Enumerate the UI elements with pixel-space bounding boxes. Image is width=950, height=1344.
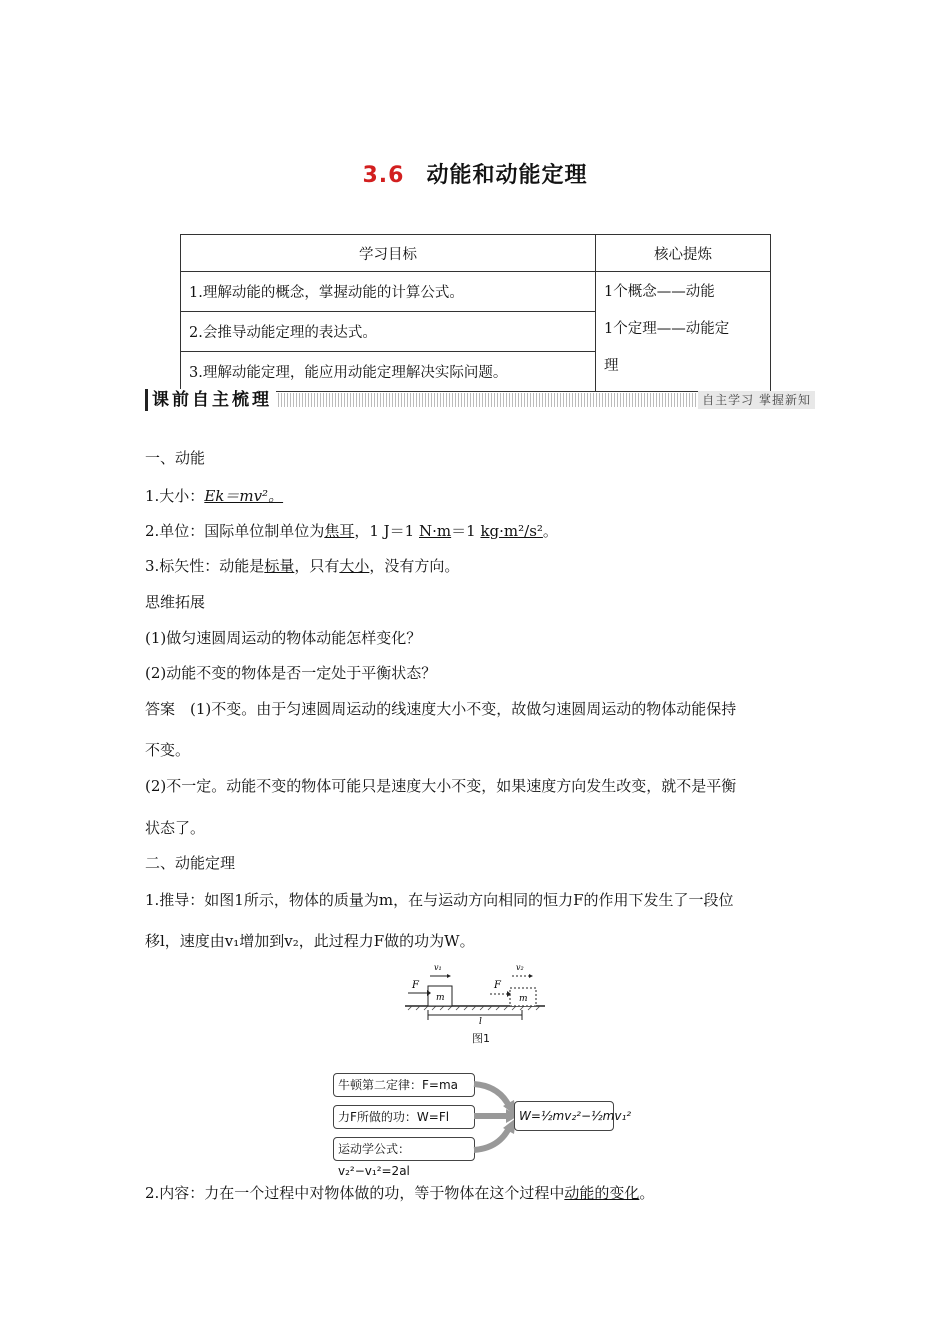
size-formula: Ek＝mv²。 [204,487,284,505]
figure-caption: 图1 [472,1032,490,1045]
unit-nm: N·m [419,522,452,540]
section1-heading: 一、动能 [145,449,206,467]
scalar-mid: ，只有 [294,557,340,575]
objective-row: 2.会推导动能定理的表达式。 [181,312,596,352]
unit-label: 2.单位：国际单位制单位为 [145,522,325,540]
answer-1a: 答案 (1)不变。由于匀速圆周运动的线速度大小不变，故做匀速圆周运动的物体动能保持 [145,700,737,718]
banner-title: 课前自主梳理 [145,389,276,411]
work-box: 力F所做的功：W=Fl [333,1105,475,1129]
objectives-table [180,234,771,392]
unit-joule: 焦耳 [324,522,355,540]
label-F2: F [494,980,501,991]
core-header: 核心提炼 [596,235,771,272]
figure-1-diagram [400,958,550,1028]
flow-arrows [472,1070,520,1165]
label-l: l [479,1017,482,1027]
objective-row: 1.理解动能的概念，掌握动能的计算公式。 [181,272,596,312]
label-m1: m [436,993,445,1003]
result-box: W=½mv₂²−½mv₁² [514,1101,614,1131]
content-answer: 动能的变化 [564,1184,640,1202]
answer-2a: (2)不一定。动能不变的物体可能只是速度大小不变，如果速度方向发生改变，就不是平衡 [145,777,737,795]
unit-eq: ＝1 [451,522,476,540]
answer-1b: 不变。 [145,741,191,759]
core-line: 理 [604,358,619,374]
size-line [145,485,283,506]
scalar-label: 3.标矢性：动能是 [145,557,265,575]
core-line: 1个概念——动能 [604,284,715,300]
arrow-bottom [474,1126,510,1150]
answer-2b: 状态了。 [145,819,206,837]
derivation-b: 移l，速度由v₁增加到v₂，此过程力F做的功为W。 [145,932,475,950]
scalar-word: 标量 [264,557,295,575]
core-line: 1个定理——动能定 [604,321,730,337]
velocity-arrowhead-1 [447,974,451,978]
title-text: 动能和动能定理 [426,163,588,188]
label-v1: v₁ [434,963,442,972]
page-title [0,158,950,189]
scalar-size: 大小 [339,557,370,575]
scalar-line [145,555,459,576]
content-label: 2.内容：力在一个过程中对物体做的功，等于物体在这个过程中 [145,1184,565,1202]
velocity-arrowhead-2 [529,974,533,978]
scalar-end: ，没有方向。 [369,557,460,575]
banner-subtitle: 自主学习 掌握新知 [698,391,815,409]
unit-line [145,520,558,541]
objective-row: 3.理解动能定理，能应用动能定理解决实际问题。 [181,352,596,392]
unit-end: 。 [542,522,558,540]
unit-mid: ，1 J＝1 [354,522,415,540]
objectives-header: 学习目标 [181,235,596,272]
section2-heading: 二、动能定理 [145,854,236,872]
question-2: (2)动能不变的物体是否一定处于平衡状态？ [145,664,437,682]
label-v2: v₂ [516,963,524,972]
content-end: 。 [639,1184,655,1202]
section-banner [145,389,815,411]
derivation-a: 1.推导：如图1所示，物体的质量为m，在与运动方向相同的恒力F的作用下发生了一段位 [145,891,734,909]
newton-law-box: 牛顿第二定律：F=ma [333,1073,475,1097]
core-cell [596,272,771,392]
arrow-top [474,1084,510,1108]
kinematics-box: 运动学公式：v₂²−v₁²=2al [333,1137,475,1161]
unit-kg: kg·m²/s² [480,522,543,540]
extend-heading: 思维拓展 [145,593,206,611]
content-line [145,1182,654,1203]
size-label: 1.大小： [145,487,205,505]
section-number: 3.6 [362,163,405,188]
label-m2: m [519,994,528,1004]
question-1: (1)做匀速圆周运动的物体动能怎样变化？ [145,629,422,647]
label-F1: F [412,980,419,991]
